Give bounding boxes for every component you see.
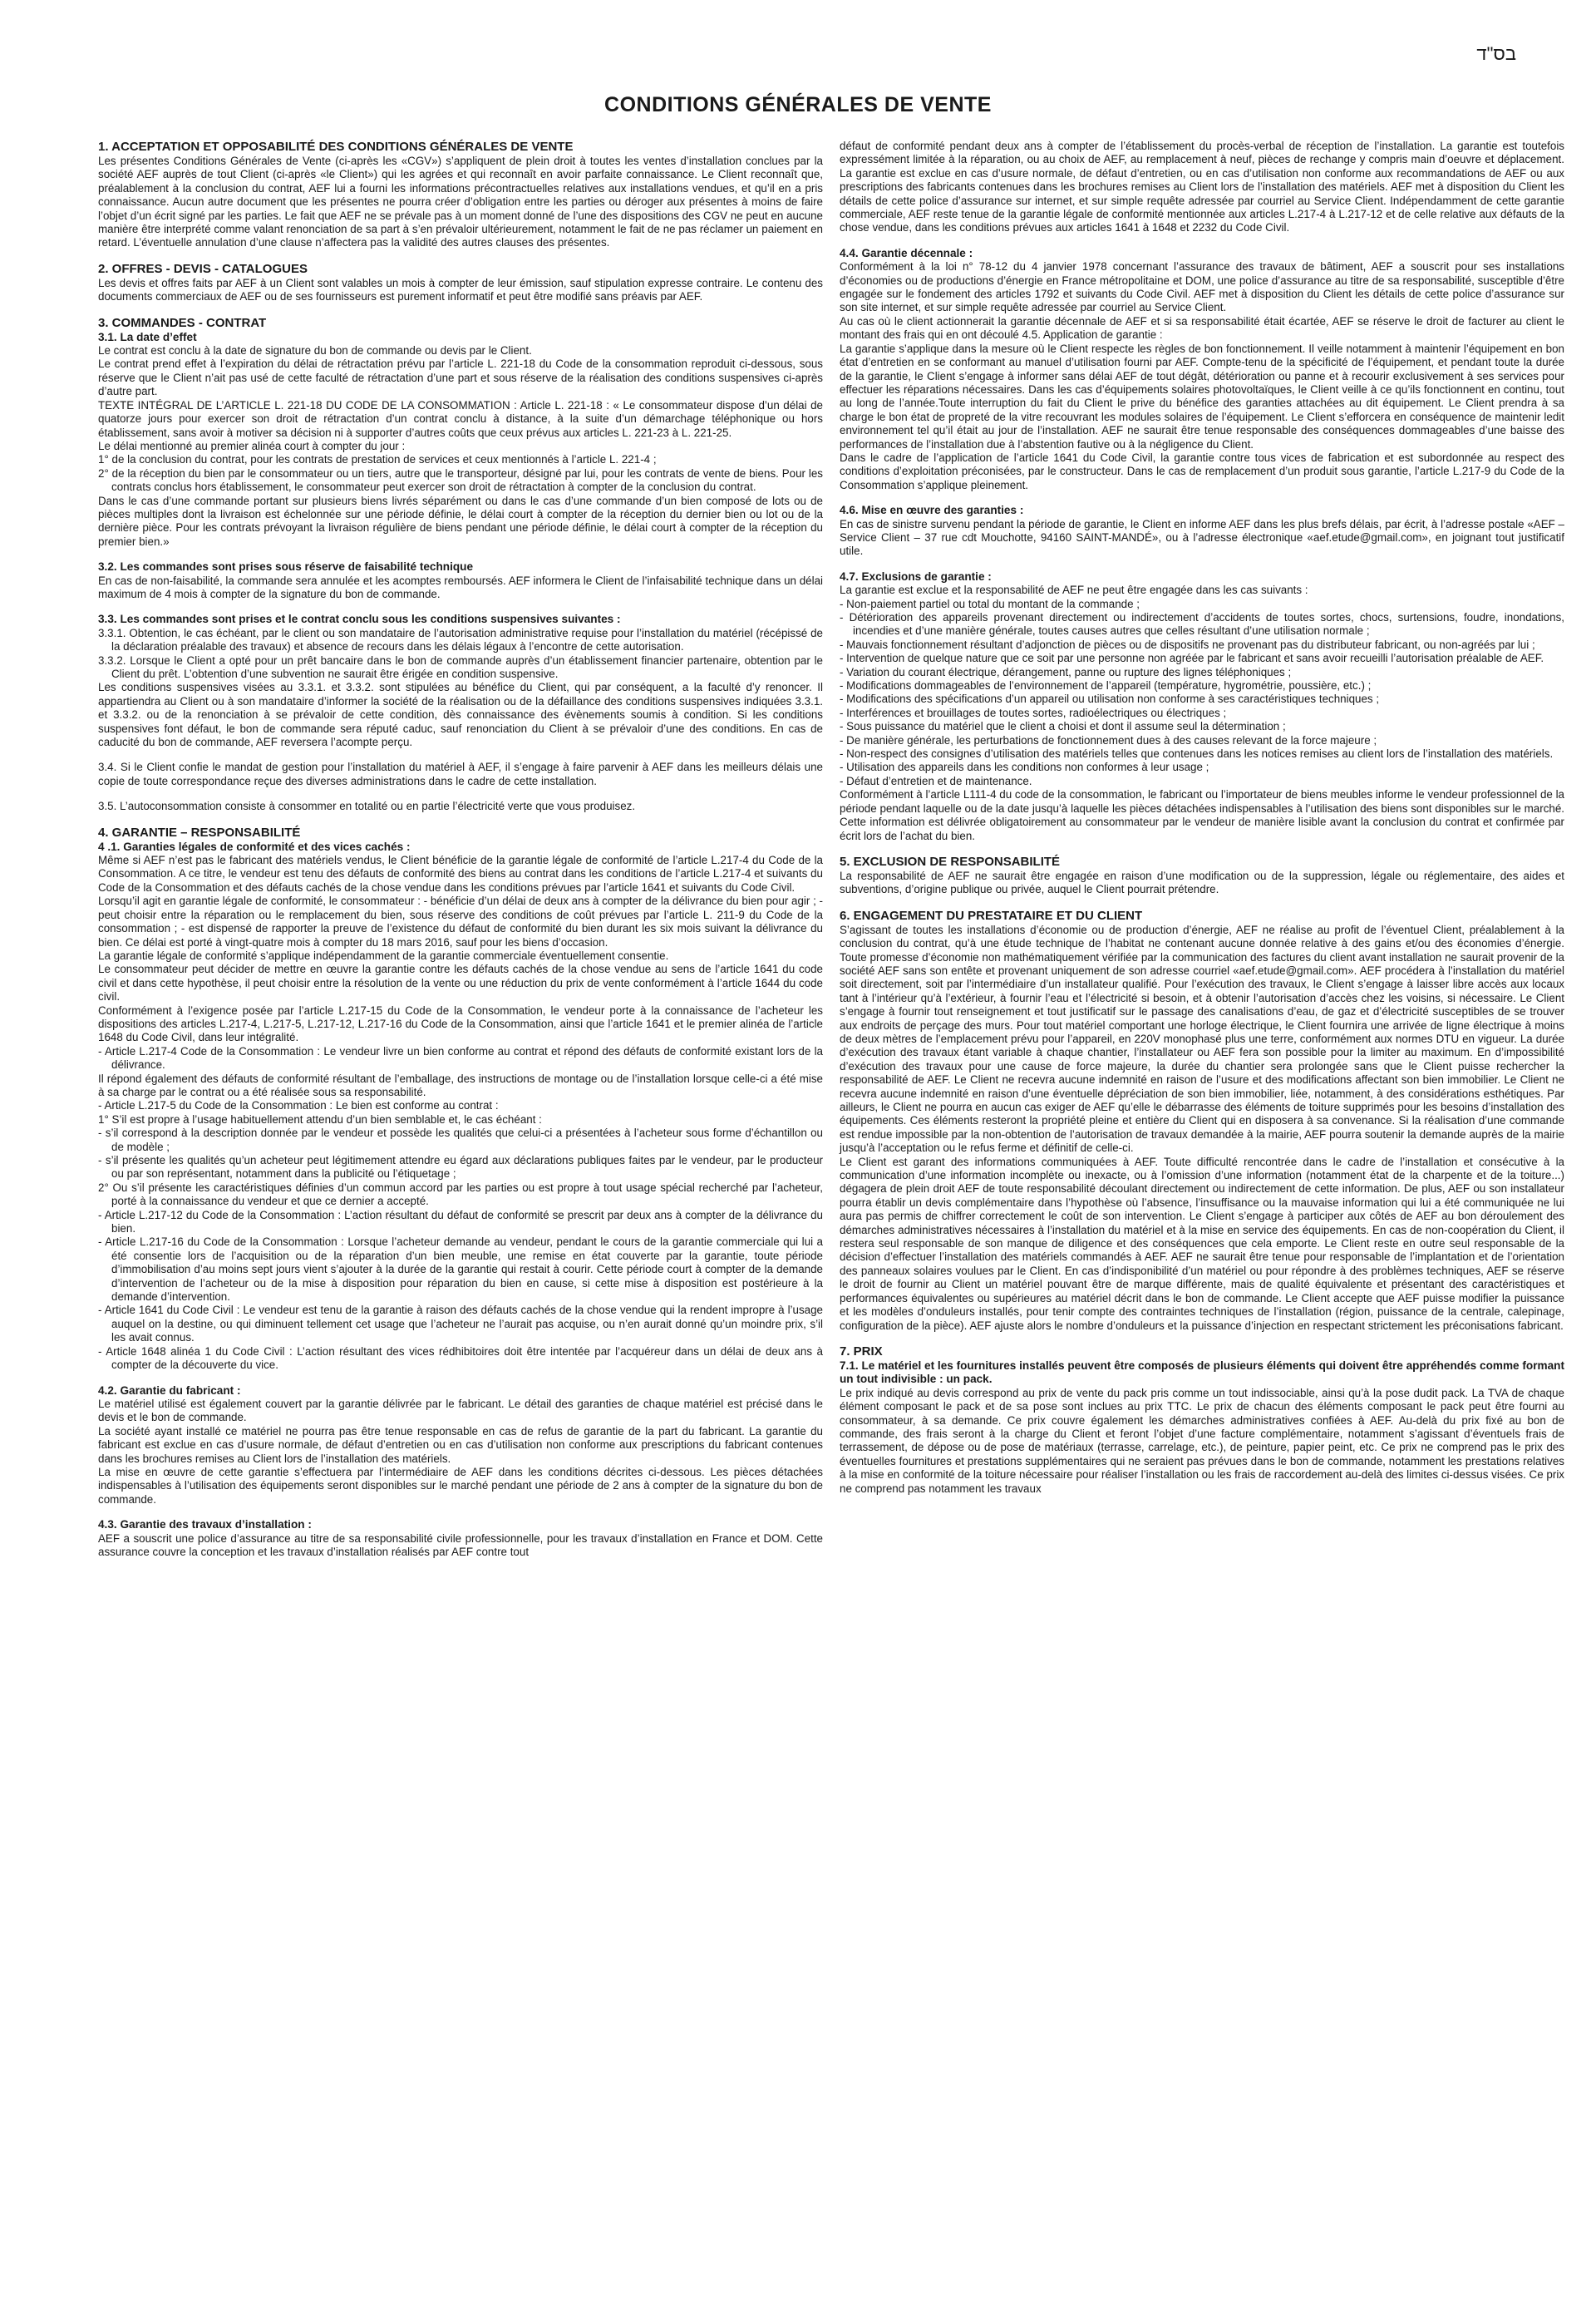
list-item: - Non-paiement partiel ou total du montant de la commande ; xyxy=(840,597,1140,610)
paragraph: Les conditions suspensives visées au 3.3.1. et 3.3.2. sont stipulées au bénéfice du Client, qui par conséquent, a la faculté d’y renoncer. Il appartiendra au Client ou à son mandataire d’informer la société de la réalisation ou de la défaillance des conditions suspensives indiquées 3.3.1. et 3.3.2. ou de la renonciation à se prévaloir de cette condition, dès connaissance des évènements soumis à condition. Si les conditions suspensives font défaut, le bon de commande sera réputé caduc, sauf renonciation du Client à se prévaloir d’une des conditions. En cas de caducité du bon de commande, AEF reversera l’acompte perçu. xyxy=(98,681,823,749)
subsection-heading: 3.1. La date d’effet xyxy=(98,330,197,343)
section-heading: 2. OFFRES - DEVIS - CATALOGUES xyxy=(98,261,308,276)
section-heading: 3. COMMANDES - CONTRAT xyxy=(98,315,267,330)
paragraph: 1° S’il est propre à l’usage habituellement attendu d’un bien semblable et, le cas échéant : xyxy=(98,1112,542,1126)
subsection-heading: 4.7. Exclusions de garantie : xyxy=(840,570,992,583)
paragraph: Le prix indiqué au devis correspond au prix de vente du pack pris comme un tout indissociable, ainsi qu’à la pose dudit pack. La TVA de chaque élément composant le pack et de sa pose sont inclues au prix TTC. Le prix de chacun des éléments composant le pack peut être fourni au consommateur, à sa demande. Ce prix couvre également les démarches administratives confiées à AEF. Au-delà du prix fixé au bon de commande, des frais seront à la charge du Client et feront l’objet d’une facture complémentaire, notamment s’agissant d’éventuels frais de terrassement, de dépose ou de pose de matériaux (terrasse, carrelage, etc.), de peinture, papier peint, etc. Ce prix ne comprend pas le prix des éventuelles fournitures et prestations supplémentaires qui ne seraient pas prévues dans le bon de commande, notamment les prestations relatives à la mise en conformité de la toiture nécessaire pour réaliser l’installation ou les frais de raccordement au-delà des limites ci-dessus visées. Ce prix ne comprend pas notamment les travaux xyxy=(840,1386,1564,1495)
paragraph: Même si AEF n’est pas le fabricant des matériels vendus, le Client bénéficie de la garantie légale de conformité de l’article L.217-4 du Code de la Consommation. A ce titre, le vendeur est tenu des défauts de conformité des biens au contrat dans les conditions de l’article L.217-4 et suivants du Code de la Consommation et des défauts cachés de la chose vendue dans les conditions prévues par l’article 1641 et suivants du Code Civil. xyxy=(98,854,823,894)
paragraph: Le délai mentionné au premier alinéa court à compter du jour : xyxy=(98,439,406,452)
spacer xyxy=(840,559,1564,570)
paragraph: TEXTE INTÉGRAL DE L’ARTICLE L. 221-18 DU CODE DE LA CONSOMMATION : Article L. 221-18 : « Le consommateur dispose d’un délai de quatorze jours pour exercer son droit de rétractation d’un contrat conclu à distance, à la suite d’un démarchage téléphonique ou hors établissement, sans avoir à motiver sa décision ni à supporter d’autres coûts que ceux prévus aux articles L. 221-23 à L. 221-25. xyxy=(98,398,823,439)
list-item: 1° de la conclusion du contrat, pour les contrats de prestation de services et ceux mentionnés à l’article L. 221-4 ; xyxy=(98,453,657,466)
list-item: - Modifications dommageables de l’environnement de l’appareil (température, hygrométrie, poussière, etc.) ; xyxy=(840,679,1372,693)
page-title: CONDITIONS GÉNÉRALES DE VENTE xyxy=(604,93,992,116)
paragraph: Les présentes Conditions Générales de Vente (ci-après les «CGV») s’appliquent de plein droit à toutes les ventes d’installation conclues par la société AEF auprès de tout Client (ci-après «le Client») qui les agrées et qui reconnaît en avoir parfaite connaissance. Le Client reconnaît que, préalablement à la conclusion du contrat, AEF lui a fourni les informations précontractuelles relatives aux installations vendues, et qu’il en a pris connaissance. Aucun autre document que les présentes ne pourra créer d’obligation entre les parties ou déroger aux présentes à moins de faire l’objet d’un écrit signé par les parties. Le fait que AEF ne se prévale pas à un moment donné de l’une des dispositions des CGV ne peut en aucune manière être interprété comme valant renonciation de sa part à s’en prévaloir ultérieurement, notamment le fait de ne pas réclamer un paiement en retard. L’éventuelle annulation d’une clause n’affectera pas la validité des autres clauses des présentes. xyxy=(98,155,823,249)
list-item: 2° de la réception du bien par le consommateur ou un tiers, autre que le transporteur, désigné par lui, pour les contrats de vente de biens. Pour les contrats conclus hors établissement, le consommateur peut exercer son droit de rétractation à compter de la conclusion du contrat. xyxy=(98,466,823,494)
paragraph: La garantie s’applique dans la mesure où le Client respecte les règles de bon fonctionnement. Il veille notamment à maintenir l’équipement en bon état d’entretien en se conformant au manuel d’utilisation fourni par AEF. Compte-tenu de la spécificité de l’équipement, et pendant toute la durée de la garantie, le Client s’engage à informer sans délai AEF de tout dégât, détérioration ou panne et à recourir exclusivement à ses services pour effectuer les réparations nécessaires. Dans les cas d’équipements solaires photovoltaïques, le Client veille à ce qu’ils fonctionnent en continu, tout au long de l’année.Toute interruption du fait du Client le prive du bénéfice des garanties attachées au dit équipement. Le Client prendra à sa charge le bon état de propreté de la vitre recouvrant les modules solaires de l’équipement. Le Client s’efforcera en conséquence de maintenir ledit environnement tel qu’il était au jour de l’installation. AEF ne saurait être tenue responsable des conséquences dommageables d’une baisse des performances de l’installation due à l’abstention fautive ou à la négligence du Client. xyxy=(840,342,1564,451)
subsection-heading: 4 .1. Garanties légales de conformité et des vices cachés : xyxy=(98,840,411,853)
list-item: - s’il correspond à la description donnée par le vendeur et possède les qualités que celui-ci a présentées à l’acheteur sous forme d’échantillon ou de modèle ; xyxy=(98,1127,823,1153)
section-heading: 4. GARANTIE – RESPONSABILITÉ xyxy=(98,825,301,840)
paragraph: La société ayant installé ce matériel ne pourra pas être tenue responsable en cas de refus de garantie de la part du fabricant. La garantie du fabricant est exclue en cas d’usure normale, de défaut d’entretien ou en cas d’utilisation non conforme aux prescriptions du fabricant contenues dans les brochures remises au Client lors de l’installation des matériels. xyxy=(98,1424,823,1465)
paragraph: 3.5. L’autoconsommation consiste à consommer en totalité ou en partie l’électricité verte que vous produisez. xyxy=(98,800,636,813)
list-item: 3.3.2. Lorsque le Client a opté pour un prêt bancaire dans le bon de commande auprès d’un établissement financier partenaire, obtention par le Client du prêt. L’obtention d’une subvention ne saurait être érigée en condition suspensive. xyxy=(98,653,823,680)
list-item: - Sous puissance du matériel que le client a choisi et dont il assume seul la détermination ; xyxy=(840,720,1286,733)
list-item: - Article L.217-4 Code de la Consommation : Le vendeur livre un bien conforme au contrat et répond des défauts de conformité existant lors de la délivrance. xyxy=(98,1044,823,1072)
list-item: - Non-respect des consignes d’utilisation des matériels telles que contenues dans les notices remises au client lors de l’installation des matériels. xyxy=(840,747,1554,761)
paragraph: S’agissant de toutes les installations d’économie ou de production d’énergie, AEF ne réalise au profit de l’éventuel Client, préalablement à la conclusion du contrat, qu’à une étude technique de l’habitat ne contenant aucune donnée relative à des gains et/ou des économies d’énergie. Toute promesse d’économie non mathématiquement vérifiée par la communication des factures du client avant installation ne saurait provenir de la société AEF sans son entête et provenant uniquement de son adresse courriel «aef.etude@gmail.com». AEF procédera à l’installation du matériel soit directement, soit par l’intermédiaire d’un installateur qualifié. Pour l’exécution des travaux, le Client s’engage à laisser libre accès aux locaux tant à l’intérieur qu’à l’extérieur, à fournir l’eau et l’électricité si besoin, et à obtenir l’autorisation d’accès chez les voisins, si nécessaire. Le Client s’engage à fournir tout renseignement et tout justificatif sur le passage des canalisations d’eau, de gaz et d’électricité susceptibles de se trouver aux endroits de perçage des murs. Pour tout matériel comportant une horloge électrique, le Client fournira une arrivée de ligne électrique à moins de deux mètres de l’emplacement prévu pour l’appareil, en 220V monophasé plus une terre, conformément aux normes DTU en vigueur. La durée d’exécution des travaux étant variable à chaque chantier, l’installateur ou AEF fera son possible pour la limiter au maximum. En d’impossibilité d’exécution des travaux pour une cause de force majeure, la durée du chantier sera prolongée sans que le Client puisse rechercher la responsabilité de AEF. Le Client ne recevra aucune indemnité en raison de l’usure et des modifications affectant son bien immobilier. Le Client ne recevra aucune indemnité en raison d’une éventuelle dépréciation de son bien immobilier, liée, notamment, à des considérations esthétiques. Par ailleurs, le Client ne pourra en aucun cas exiger de AEF qu’elle le débarrasse des éléments de toiture supprimés pour les besoins d’installation des équipements. Ces éléments resteront la propriété pleine et entière du Client qui en disposera à sa convenance. Si la réalisation d’une commande est rendue impossible par la non-obtention de l’autorisation de travaux demandée à la mairie, AEF pourra soutenir la demande auprès de la mairie jusqu’à l’acceptation ou le refus ferme et définitif de celle-ci. xyxy=(840,923,1564,1155)
paragraph: La garantie légale de conformité s’applique indépendamment de la garantie commerciale éventuellement consentie. xyxy=(98,949,669,962)
list-item: - Défaut d’entretien et de maintenance. xyxy=(840,774,1032,787)
spacer xyxy=(98,250,823,262)
paragraph: Le consommateur peut décider de mettre en œuvre la garantie contre les défauts cachés de la chose vendue au sens de l’article 1641 du code civil et dans cette hypothèse, il peut choisir entre la résolution de la vente ou une réduction du prix de vente conformément à l’article 1644 du code civil. xyxy=(98,963,823,1004)
paragraph: - Article L.217-5 du Code de la Consommation : Le bien est conforme au contrat : xyxy=(98,1099,499,1112)
list-item: - Interférences et brouillages de toutes sortes, radioélectriques ou électriques ; xyxy=(840,706,1227,719)
paragraph: Lorsqu’il agit en garantie légale de conformité, le consommateur : - bénéficie d’un délai de deux ans à compter de la délivrance du bien pour agir ; - peut choisir entre la réparation ou le remplacement du bien, sous réserve des conditions de coût prévues par l’article L. 211-9 du Code de la consommation ; - est dispensé de rapporter la preuve de l’existence du défaut de conformité du bien durant les six mois suivant la délivrance du bien. Ce délai est porté à vingt-quatre mois à compter du 18 mars 2016, sauf pour les biens d’occasion. xyxy=(98,895,823,949)
hebrew-header: בס"ד xyxy=(1476,43,1516,64)
spacer xyxy=(98,788,823,800)
list-item: - Intervention de quelque nature que ce soit par une personne non agréée par le fabricant et sans avoir recueilli l’autorisation préalable de AEF. xyxy=(840,652,1544,665)
list-item: - s’il présente les qualités qu’un acheteur peut légitimement attendre eu égard aux déclarations publiques faites par le vendeur, par le producteur ou par son représentant, notamment dans la publicité ou l’étiquetage ; xyxy=(98,1154,823,1181)
paragraph: La mise en œuvre de cette garantie s’effectuera par l’intermédiaire de AEF dans les conditions décrites ci-dessous. Les pièces détachées indispensables à l’utilisation des équipements seront disponibles sur le marché pendant une période de 2 ans à compter de la signature du bon de commande. xyxy=(98,1465,823,1506)
list-item: - Mauvais fonctionnement résultant d’adjonction de pièces ou de dispositifs ne provenant pas du distributeur fabricant, ou non-agréés par lui ; xyxy=(840,638,1535,651)
spacer xyxy=(98,1507,823,1518)
paragraph: Le contrat prend effet à l’expiration du délai de rétractation prévu par l’article L. 221-18 du Code de la consommation reproduit ci-dessous, sous réserve que le Client n’ait pas usé de cette faculté de rétractation d’une part et sous réserve de la réalisation des conditions suspensives ci-après d’autre part. xyxy=(98,358,823,398)
paragraph: Il répond également des défauts de conformité résultant de l’emballage, des instructions de montage ou de l’installation lorsque celle-ci a été mise à sa charge par le contrat ou a été réalisée sous sa responsabilité. xyxy=(98,1072,823,1098)
list-item: - Détérioration des appareils provenant directement ou indirectement d’accidents de toutes sortes, chocs, surtensions, foudre, inondations, incendies et d’une manière générale, toutes causes autres que celles résultant d’une utilisation normale ; xyxy=(840,611,1564,638)
paragraph: Le matériel utilisé est également couvert par la garantie délivrée par le fabricant. Le détail des garanties de chaque matériel est précisé dans le devis et le bon de commande. xyxy=(98,1397,823,1424)
list-item: - Article L.217-16 du Code de la Consommation : Lorsque l’acheteur demande au vendeur, pendant le cours de la garantie commerciale qui lui a été consentie lors de l’acquisition ou de la réparation d’un bien meuble, une remise en état couverte par la garantie, toute période d’immobilisation d’au moins sept jours vient s’ajouter à la durée de la garantie qui restait à courir. Cette période court à compter de la demande d’intervention de l’acheteur ou de la mise à disposition pour réparation du bien en cause, si cette mise à disposition est postérieure à la demande d’intervention. xyxy=(98,1235,823,1304)
paragraph: défaut de conformité pendant deux ans à compter de l’établissement du procès-verbal de réception de l’installation. La garantie est toutefois expressément limitée à la réparation, ou au choix de AEF, au remplacement à neuf, pièces de rechange y compris main d’oeuvre et déplacement. La garantie est exclue en cas d’usure normale, de défaut d’entretien, ou en cas d’utilisation non conforme aux recommandations de AEF ou aux prescriptions des fabricants contenues dans les brochures remises au Client lors de l’installation des matériels. AEF met à disposition du Client les détails de cette police d’assurance sur internet, et sur simple requête adressée par courriel au Service Client. Indépendamment de cette garantie commerciale, AEF reste tenue de la garantie légale de conformité mentionnée aux articles L.217-4 à L.217-12 et de celle relative aux défauts de la chose vendue, dans les conditions prévues aux articles 1641 à 1648 et 2232 du Code Civil. xyxy=(840,140,1564,234)
subsection-heading: 4.2. Garantie du fabricant : xyxy=(98,1383,241,1397)
paragraph: En cas de non-faisabilité, la commande sera annulée et les acomptes remboursés. AEF informera le Client de l’infaisabilité technique dans un délai maximum de 4 mois à compter de la signature du bon de commande. xyxy=(98,574,823,600)
subsection-heading: 3.2. Les commandes sont prises sous réserve de faisabilité technique xyxy=(98,560,474,574)
subsection-heading: 3.3. Les commandes sont prises et le contrat conclu sous les conditions suspensives suivantes : xyxy=(98,613,621,626)
spacer xyxy=(98,749,823,761)
paragraph: Dans le cadre de l’application de l’article 1641 du Code Civil, la garantie contre tous vices de fabrication et est subordonnée au respect des conditions d’exploitation préconisées, par le constructeur. Dans le cas de remplacement d’un produit sous garantie, l’article L.217-9 du Code de la Consommation s’applique pleinement. xyxy=(840,451,1564,491)
paragraph: Le contrat est conclu à la date de signature du bon de commande ou devis par le Client. xyxy=(98,344,532,358)
list-item: 2° Ou s’il présente les caractéristiques définies d’un commun accord par les parties ou est propre à tout usage spécial recherché par l’acheteur, porté à la connaissance du vendeur et que ce dernier a accepté. xyxy=(98,1181,823,1208)
spacer xyxy=(98,304,823,316)
subsection-heading: 7.1. Le matériel et les fournitures installés peuvent être composés de plusieurs éléments qui doivent être appréhendés comme formant un tout indivisible : un pack. xyxy=(840,1359,1564,1386)
subsection-heading: 4.6. Mise en œuvre des garanties : xyxy=(840,504,1024,517)
list-item: 3.3.1. Obtention, le cas échéant, par le client ou son mandataire de l’autorisation administrative requise pour l’installation du matériel (récépissé de la déclaration préalable des travaux) et absence de recours dans les délais légaux à l’encontre de cette autorisation. xyxy=(98,626,823,653)
section-heading: 5. EXCLUSION DE RESPONSABILITÉ xyxy=(840,854,1061,869)
subsection-heading: 4.4. Garantie décennale : xyxy=(840,246,973,259)
paragraph: En cas de sinistre survenu pendant la période de garantie, le Client en informe AEF dans les plus brefs délais, par écrit, à l’adresse postale «AEF – Service Client – 37 rue cdt Mouchotte, 94160 SAINT-MANDÉ», ou à l’adresse électronique «aef.etude@gmail.com», en joignant tout justificatif utile. xyxy=(840,517,1564,558)
spacer xyxy=(840,235,1564,247)
spacer xyxy=(98,549,823,560)
section-heading: 7. PRIX xyxy=(840,1344,883,1359)
paragraph: AEF a souscrit une police d’assurance au titre de sa responsabilité civile professionnelle, pour les travaux d’installation en France et DOM. Cette assurance couvre la conception et les travaux d’installation réalisés par AEF contre tout xyxy=(98,1531,823,1558)
paragraph: La responsabilité de AEF ne saurait être engagée en raison d’une modification ou de la suppression, légale ou réglementaire, des aides et subventions, d’origine publique ou privée, auquel le Client pourrait prétendre. xyxy=(840,869,1564,896)
spacer xyxy=(98,601,823,613)
paragraph: Conformément à l’exigence posée par l’article L.217-15 du Code de la Consommation, le vendeur porte à la connaissance de l’acheteur les dispositions des articles L.217-4, L.217-5, L.217-12, L.217-16 du Code de la Consommation, ainsi que l’article 1641 et le premier alinéa de l’article 1648 du Code Civil, dans leur intégralité. xyxy=(98,1004,823,1044)
section-heading: 6. ENGAGEMENT DU PRESTATAIRE ET DU CLIENT xyxy=(840,908,1143,923)
section-heading: 1. ACCEPTATION ET OPPOSABILITÉ DES CONDITIONS GÉNÉRALES DE VENTE xyxy=(98,140,574,154)
paragraph: Conformément à l’article L111-4 du code de la consommation, le fabricant ou l’importateur de biens meubles informe le vendeur professionnel de la période pendant laquelle ou de la date jusqu’à laquelle les pièces détachées indispensables à l’utilisation des biens sont disponibles sur le marché. Cette information est délivrée obligatoirement au consommateur par le vendeur de manière lisible avant la conclusion du contrat et confirmée par écrit lors de l’achat du bien. xyxy=(840,788,1564,842)
list-item: - De manière générale, les perturbations de fonctionnement dues à des causes relevant de la force majeure ; xyxy=(840,733,1377,747)
list-item: - Article L.217-12 du Code de la Consommation : L’action résultant du défaut de conformité se prescrit par deux ans à compter de la délivrance du bien. xyxy=(98,1208,823,1235)
right-column xyxy=(840,140,1564,1496)
paragraph: Les devis et offres faits par AEF à un Client sont valables un mois à compter de leur émission, sauf stipulation expresse contraire. Le contenu des documents commerciaux de AEF ou de ses fournisseurs est purement informatif et peut être modifié sans préavis par AEF. xyxy=(98,276,823,303)
paragraph: Le Client est garant des informations communiquées à AEF. Toute difficulté rencontrée dans le cadre de l’installation et consécutive à la communication d’une information incomplète ou inexacte, ou à l’omission d’une information (notamment état de la charpente et de la toiture...) dégagera de plein droit AEF de toute responsabilité découlant directement ou indirectement de cette information. De plus, AEF ou son installateur pourra établir un devis complémentaire dans l’hypothèse où l’absence, l’insuffisance ou la mauvaise information qui lui a été communiquée ne lui aura pas permis de chiffrer correctement le coût de son intervention. Le Client s’engage à participer aux côtés de AEF au bon déroulement des démarches administratives nécessaires à l’installation du matériel et à la mise en service des équipements. En cas de non-coopération du Client, il restera seul responsable de son manque de diligence et des conséquences que cela emporte. Le Client reste en outre seul responsable de la décision d’effectuer l’installation des matériels commandés à AEF. AEF ne saurait être tenue pour responsable de l’implantation et de l’orientation des panneaux solaires voulues par le Client. En cas d’indisponibilité d’un matériel ou pour répondre à des problèmes techniques, AEF se réserve le droit de fournir au Client un matériel pouvant être de marque différente, mais de qualité équivalente et présentant des caractéristiques et performances équivalentes ou supérieures au matériel décrit dans le bon de commande. Le Client accepte que AEF puisse modifier la puissance et les modèles d’onduleurs installés, pour tenir compte des contraintes techniques de l’installation (région, puissance de la centrale, calepinage, configuration de la pièce). AEF ajuste alors le nombre d’onduleurs et la puissance d’injection en respectant strictement les préconisations fabricant. xyxy=(840,1155,1564,1332)
spacer xyxy=(840,1333,1564,1344)
spacer xyxy=(840,492,1564,504)
paragraph: Dans le cas d’une commande portant sur plusieurs biens livrés séparément ou dans le cas d’une commande d’un bien composé de lots ou de pièces multiples dont la livraison est échelonnée sur une période définie, le délai court à compter de la réception du dernier bien ou lot ou de la dernière pièce. Pour les contrats prévoyant la livraison régulière de biens pendant une période définie, le délai court à compter de la réception du premier bien.» xyxy=(98,494,823,548)
list-item: - Article 1641 du Code Civil : Le vendeur est tenu de la garantie à raison des défauts cachés de la chose vendue qui la rendent impropre à l’usage auquel on la destine, ou qui diminuent tellement cet usage que l’acheteur ne l’aurait pas acquise, ou n’en aurait donné qu’un moindre prix, s’il les avait connus. xyxy=(98,1304,823,1344)
list-item: - Utilisation des appareils dans les conditions non conformes à leur usage ; xyxy=(840,761,1209,774)
list-item: - Modifications des spécifications d’un appareil ou utilisation non conforme à ses caractéristiques techniques ; xyxy=(840,693,1380,706)
spacer xyxy=(840,843,1564,855)
spacer xyxy=(840,897,1564,909)
list-item: - Article 1648 alinéa 1 du Code Civil : L’action résultant des vices rédhibitoires doit être intentée par l’acquéreur dans un délai de deux ans à compter de la découverte du vice. xyxy=(98,1344,823,1372)
paragraph: La garantie est exclue et la responsabilité de AEF ne peut être engagée dans les cas suivants : xyxy=(840,584,1308,597)
paragraph: 3.4. Si le Client confie le mandat de gestion pour l’installation du matériel à AEF, il s’engage à faire parvenir à AEF dans les meilleurs délais une copie de toute correspondance reçue des diverses administrations dans le cadre de cette installation. xyxy=(98,761,823,787)
left-column xyxy=(98,140,823,1559)
list-item: - Variation du courant électrique, dérangement, panne ou rupture des lignes téléphoniques ; xyxy=(840,665,1292,678)
paragraph: Conformément à la loi n° 78-12 du 4 janvier 1978 concernant l’assurance des travaux de bâtiment, AEF a souscrit pour ses installations d’économies ou de productions d’énergie en France métropolitaine et DOM, une police d’assurance au titre de sa responsabilité, susceptible d’être engagée sur le fondement des articles 1792 et suivants du Code Civil. AEF met à disposition du Client les détails de cette police d’assurance sur son site internet, et sur simple requête adressée par courriel au Service Client. xyxy=(840,260,1564,314)
subsection-heading: 4.3. Garantie des travaux d’installation : xyxy=(98,1518,312,1531)
spacer xyxy=(98,814,823,826)
spacer xyxy=(98,1373,823,1384)
paragraph: Au cas où le client actionnerait la garantie décennale de AEF et si sa responsabilité était écartée, AEF se réserve le droit de facturer au client le montant des frais qui en ont découlé 4.5. Application de garantie : xyxy=(840,314,1564,342)
